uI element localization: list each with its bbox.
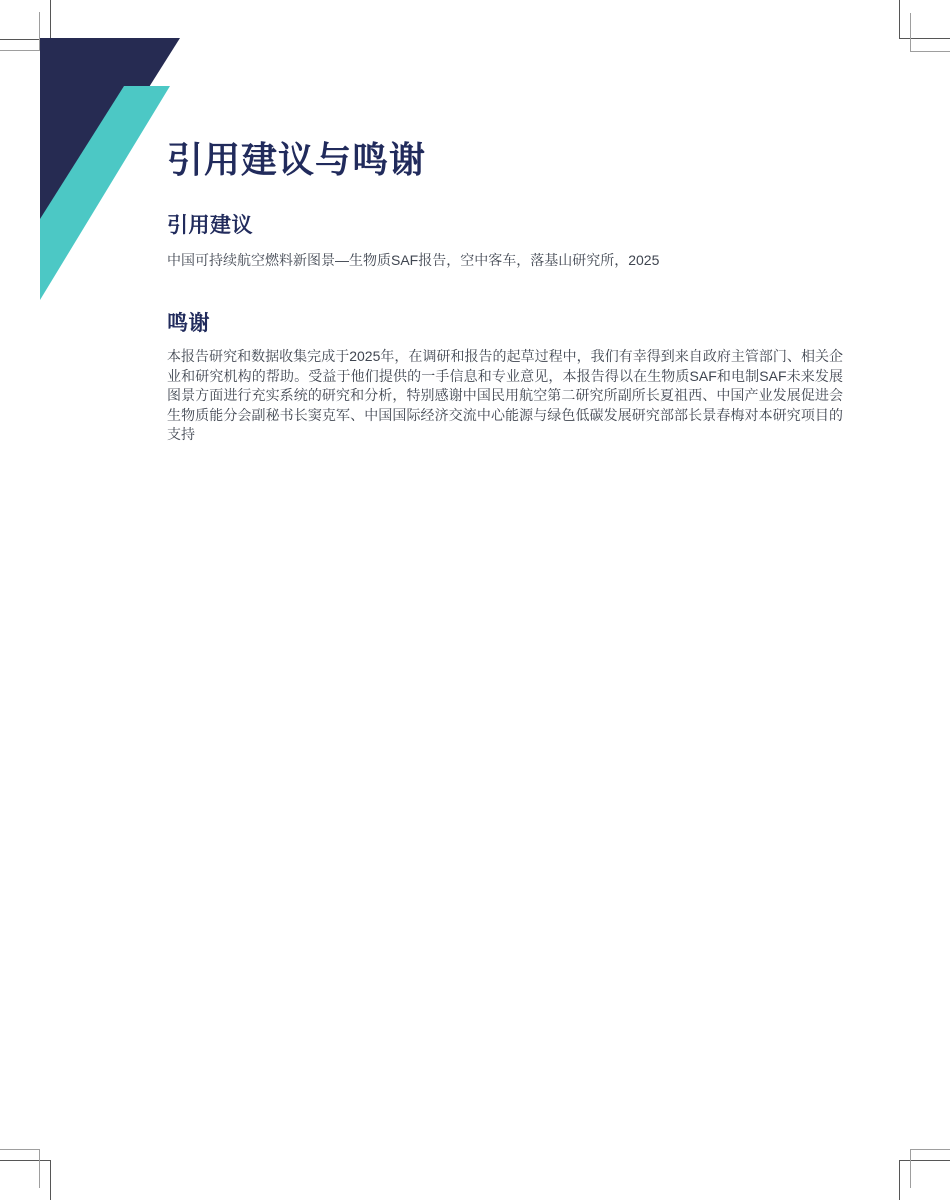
citation-section-heading: 引用建议 [167,214,253,237]
acknowledgements-section-heading: 鸣谢 [167,312,210,335]
crop-mark-bottom-right-dark [899,1160,950,1200]
crop-mark-top-right-light [910,13,950,52]
crop-mark-bottom-right-light [910,1149,950,1188]
page-title: 引用建议与鸣谢 [167,139,427,180]
crop-mark-top-right-dark [899,0,950,39]
citation-text: 中国可持续航空燃料新图景—生物质SAF报告，空中客车，落基山研究所，2025 [167,252,660,268]
acknowledgements-text: 本报告研究和数据收集完成于2025年，在调研和报告的起草过程中，我们有幸得到来自政府主管部门、相关企业和研究机构的帮助。受益于他们提供的一手信息和专业意见，本报告得以在生物质SAF和电制SAF未来发展图景方面进行充实系统的研究和分析，特别感谢中国民用航空第二研究所副所长夏祖西、中国产业发展促进会生物质能分会副秘书长窦克军、中国国际经济交流中心能源与绿色低碳发展研究部部长景春梅对本研究项目的支持 [167,348,843,443]
crop-mark-bottom-left-dark [0,1160,51,1200]
crop-mark-bottom-left-light [0,1149,40,1188]
